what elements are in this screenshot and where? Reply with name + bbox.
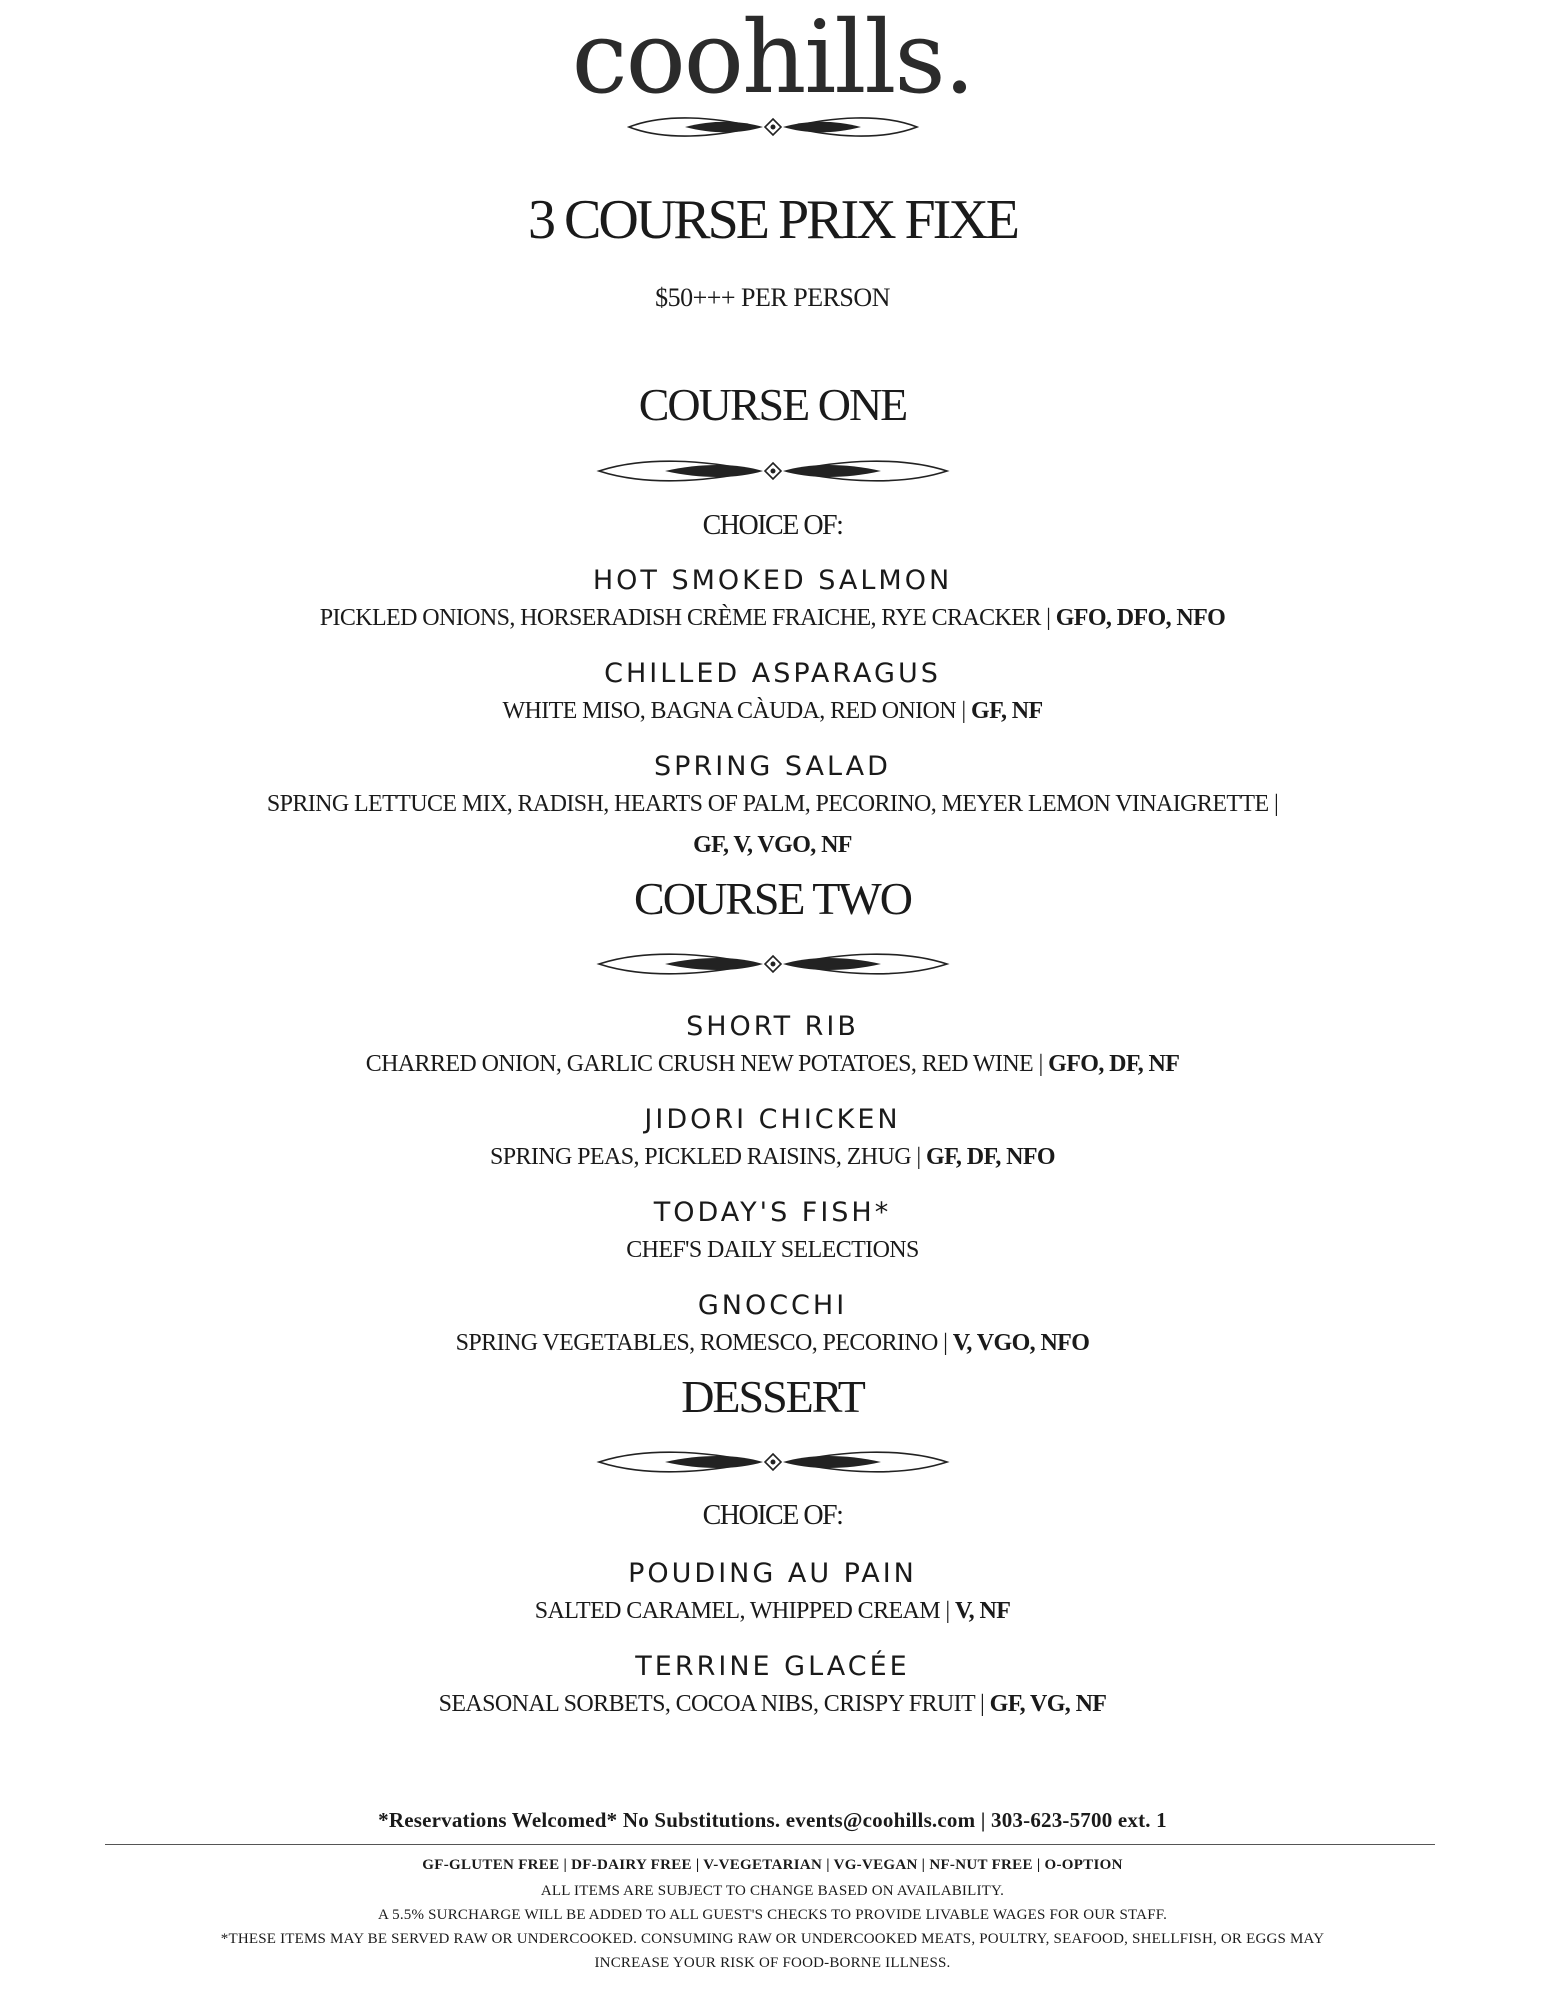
dish-name: GNOCCHI bbox=[697, 1290, 848, 1321]
ornament-divider-course-one bbox=[595, 456, 951, 486]
dish-name: HOT SMOKED SALMON bbox=[592, 565, 953, 596]
dish-description: PICKLED ONIONS, HORSERADISH CRÈME FRAICHE, RYE CRACKER | bbox=[319, 605, 1056, 631]
dietary-tags: V, NF bbox=[955, 1598, 1011, 1624]
dish-description: SPRING LETTUCE MIX, RADISH, HEARTS OF PALM, PECORINO, MEYER LEMON VINAIGRETTE | bbox=[266, 791, 1279, 817]
dish-description: SEASONAL SORBETS, COCOA NIBS, CRISPY FRUIT | bbox=[438, 1691, 990, 1717]
dish-description: CHARRED ONION, GARLIC CRUSH NEW POTATOES, RED WINE | bbox=[365, 1051, 1049, 1077]
dish-name: CHILLED ASPARAGUS bbox=[604, 658, 941, 689]
dish-description: SALTED CARAMEL, WHIPPED CREAM | bbox=[534, 1598, 956, 1624]
dietary-tags: GF, NF bbox=[971, 698, 1043, 724]
dietary-legend: GF-GLUTEN FREE | DF-DAIRY FREE | V-VEGETARIAN | VG-VEGAN | NF-NUT FREE | O-OPTION bbox=[422, 1857, 1123, 1873]
dessert-heading: DESSERT bbox=[681, 1371, 864, 1422]
dish-description: CHEF'S DAILY SELECTIONS bbox=[626, 1237, 919, 1263]
brand-logo: coohills. bbox=[571, 0, 974, 116]
dish-description-row bbox=[0, 1145, 1545, 1169]
dish-description: WHITE MISO, BAGNA CÀUDA, RED ONION | bbox=[502, 698, 972, 724]
menu-price: $50+++ PER PERSON bbox=[655, 283, 890, 312]
course-two-heading: COURSE TWO bbox=[634, 873, 911, 924]
footer-note: INCREASE YOUR RISK OF FOOD-BORNE ILLNESS. bbox=[594, 1955, 951, 1971]
reservation-contact-line: *Reservations Welcomed* No Substitutions. events@coohills.com | 303-623-5700 ext. 1 bbox=[378, 1808, 1167, 1832]
dish-description-row bbox=[0, 606, 1545, 630]
dish-name: TERRINE GLACÉE bbox=[635, 1651, 910, 1682]
dietary-tags: GF, VG, NF bbox=[989, 1691, 1107, 1717]
footer-note: ALL ITEMS ARE SUBJECT TO CHANGE BASED ON AVAILABILITY. bbox=[540, 1883, 1005, 1899]
dish-name: JIDORI CHICKEN bbox=[644, 1104, 901, 1135]
ornament-divider-top bbox=[625, 113, 921, 141]
dietary-tags: GFO, DFO, NFO bbox=[1055, 605, 1226, 631]
dish-description-row bbox=[0, 1692, 1545, 1716]
footer-note: *THESE ITEMS MAY BE SERVED RAW OR UNDERCOOKED. CONSUMING RAW OR UNDERCOOKED MEATS, POULTRY, SEAFOOD, SHELLFISH, OR EGGS MAY bbox=[220, 1931, 1325, 1947]
dish-description-row bbox=[0, 1331, 1545, 1355]
dietary-tags: GF, DF, NFO bbox=[926, 1144, 1055, 1170]
dish-name: SPRING SALAD bbox=[654, 751, 891, 782]
dish-description-row bbox=[0, 1599, 1545, 1623]
dish-name: SHORT RIB bbox=[686, 1011, 859, 1042]
dietary-tags: V, VGO, NFO bbox=[952, 1330, 1090, 1356]
dessert-choice-label: CHOICE OF: bbox=[702, 1500, 843, 1531]
dietary-tags: GFO, DF, NF bbox=[1048, 1051, 1180, 1077]
ornament-divider-dessert bbox=[595, 1447, 951, 1477]
course-one-heading: COURSE ONE bbox=[638, 379, 907, 430]
menu-title: 3 COURSE PRIX FIXE bbox=[528, 189, 1017, 251]
dietary-tags: GF, V, VGO, NF bbox=[693, 832, 852, 858]
dish-description: SPRING PEAS, PICKLED RAISINS, ZHUG | bbox=[490, 1144, 926, 1170]
footer-divider bbox=[105, 1844, 1435, 1845]
footer-note: A 5.5% SURCHARGE WILL BE ADDED TO ALL GUEST'S CHECKS TO PROVIDE LIVABLE WAGES FOR OUR STAFF. bbox=[377, 1907, 1168, 1923]
dish-name: POUDING AU PAIN bbox=[628, 1558, 917, 1589]
course-one-choice-label: CHOICE OF: bbox=[702, 510, 843, 541]
dish-description: SPRING VEGETABLES, ROMESCO, PECORINO | bbox=[455, 1330, 953, 1356]
dish-description-row bbox=[0, 699, 1545, 723]
dish-description-row bbox=[0, 1052, 1545, 1076]
ornament-divider-course-two bbox=[595, 949, 951, 979]
dish-name: TODAY'S FISH* bbox=[653, 1197, 892, 1228]
